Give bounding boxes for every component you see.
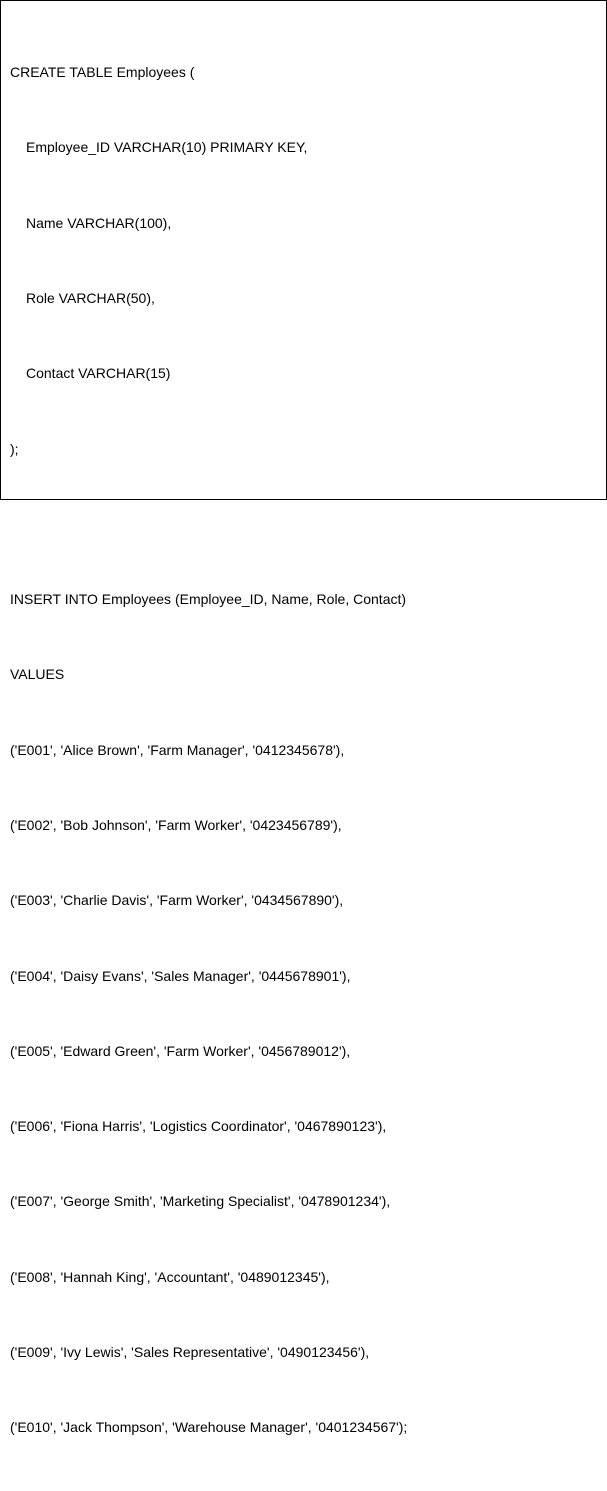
insert-row: ('E005', 'Edward Green', 'Farm Worker', '0456789012'), (10, 1042, 351, 1059)
column-definition-contact: Contact VARCHAR(15) (26, 365, 171, 382)
insert-row: ('E002', 'Bob Johnson', 'Farm Worker', '0423456789'), (10, 817, 342, 833)
sql-code-block (10, 10, 600, 1491)
insert-row: ('E008', 'Hannah King', 'Accountant', '0489012345'), (10, 1268, 330, 1285)
insert-row: ('E009', 'Ivy Lewis', 'Sales Representative', '0490123456'), (10, 1343, 370, 1360)
create-table-footer: ); (10, 440, 19, 457)
insert-into-header: INSERT INTO Employees (Employee_ID, Name, Role, Contact) (10, 591, 407, 608)
column-definition-employee-id: Employee_ID VARCHAR(10) PRIMARY KEY, (26, 139, 308, 156)
insert-row: ('E004', 'Daisy Evans', 'Sales Manager', '0445678901'), (10, 967, 351, 984)
insert-row: ('E001', 'Alice Brown', 'Farm Manager', '0412345678'), (10, 741, 345, 758)
insert-row: ('E007', 'George Smith', 'Marketing Specialist', '0478901234'), (10, 1193, 391, 1210)
insert-row: ('E006', 'Fiona Harris', 'Logistics Coordinator', '0467890123'), (10, 1118, 387, 1135)
blank-line (10, 512, 600, 537)
insert-row: ('E010', 'Jack Thompson', 'Warehouse Manager', '0401234567'); (10, 1419, 408, 1436)
create-table-header: CREATE TABLE Employees ( (10, 64, 195, 81)
column-definition-role: Role VARCHAR(50), (26, 290, 155, 307)
insert-row: ('E003', 'Charlie Davis', 'Farm Worker', '0434567890'), (10, 892, 344, 909)
values-keyword: VALUES (10, 666, 65, 683)
column-definition-name: Name VARCHAR(100), (26, 214, 172, 231)
